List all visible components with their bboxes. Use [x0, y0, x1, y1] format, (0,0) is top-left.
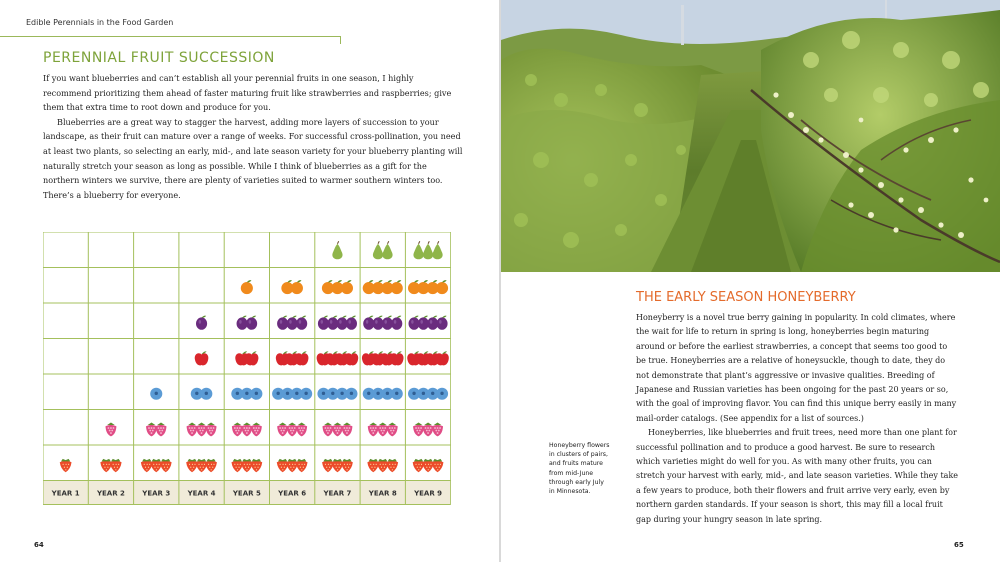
- year-label: YEAR 8: [368, 489, 397, 498]
- paragraph: If you want blueberries and can’t establish all your perennial fruits in one season, I highly recommend prioritizing them ahead of faster maturing fruit like strawberries and raspberries; give them that extra time to root down and produce for you.: [43, 73, 452, 113]
- header-rule: [0, 36, 340, 37]
- blueberry-icon: [436, 388, 448, 400]
- page-number: 65: [954, 541, 964, 549]
- page-number: 64: [34, 541, 44, 549]
- paragraph: Honeyberries, like blueberries and fruit trees, need more than one plant for successful pollination and to produce a good harvest. Be sure to research which varieties might do well for you. As with many other fruits, you can stretch your harvest with early, mid-, and late season varieties. While they take a few years to produce, both their flowers and fruit arrive very early, even by northern garden standards. If your season is short, this may fill a local fruit gap during your hungry season in late spring.: [636, 428, 959, 524]
- left-page: [0, 0, 499, 562]
- running-head: Edible Perennials in the Food Garden: [26, 18, 174, 27]
- paragraph: Blueberries are a great way to stagger the harvest, adding more layers of succession to your landscape, as their fruit can mature over a range of weeks. For successful cross-pollination, you need at least two plants, so selecting an early, mid-, and late season variety for your blueberry planting will naturally stretch your season as long as possible. While I think of blueberries as a gift for the northern winters we survive, there are plenty of varieties suited to warmer southern winters too. There’s a blueberry for everyone.: [43, 116, 463, 200]
- section-heading: THE EARLY SEASON HONEYBERRY: [636, 290, 856, 305]
- year-label: YEAR 6: [278, 489, 307, 498]
- photo-caption: Honeyberry flowers in clusters of pairs, and fruits mature from mid-June through early July in Minnesota.: [549, 442, 610, 496]
- chart-svg: [43, 232, 451, 510]
- section-heading: PERENNIAL FRUIT SUCCESSION: [43, 50, 275, 66]
- year-label: YEAR 5: [232, 489, 261, 498]
- year-label: YEAR 1: [51, 489, 80, 498]
- right-page: [501, 0, 1000, 562]
- fruit-succession-chart: [43, 232, 451, 510]
- blueberry-icon: [250, 388, 262, 400]
- year-label: YEAR 9: [414, 489, 443, 498]
- year-label: YEAR 7: [323, 489, 352, 498]
- paragraph: Honeyberry is a novel true berry gaining in popularity. In cold climates, where the wait for life to return in spring is long, honeyberries begin maturing around or before the earliest strawberries, a concept that seems too good to be true. Honeyberries are a relative of honeysuckle, though to date, they do not demonstrate that plant’s aggressive or invasive qualities. Breeding of Japanese and Russian varieties has been ongoing for the past 20 years or so, with the goal of improving flavor. You can find this unique berry easily in many mail-order catalogs. (See appendix for a list of sources.): [636, 313, 957, 423]
- blueberry-icon: [300, 388, 312, 400]
- body-text: [43, 71, 463, 202]
- honeyberry-photo: [501, 0, 1000, 272]
- blueberry-icon: [150, 388, 162, 400]
- body-text: [636, 311, 959, 527]
- year-label: YEAR 4: [187, 489, 216, 498]
- blueberry-icon: [200, 388, 212, 400]
- header-rule-tick: [340, 36, 341, 44]
- blueberry-icon: [345, 388, 357, 400]
- blueberry-icon: [391, 388, 403, 400]
- year-label: YEAR 3: [142, 489, 171, 498]
- year-label: YEAR 2: [96, 489, 125, 498]
